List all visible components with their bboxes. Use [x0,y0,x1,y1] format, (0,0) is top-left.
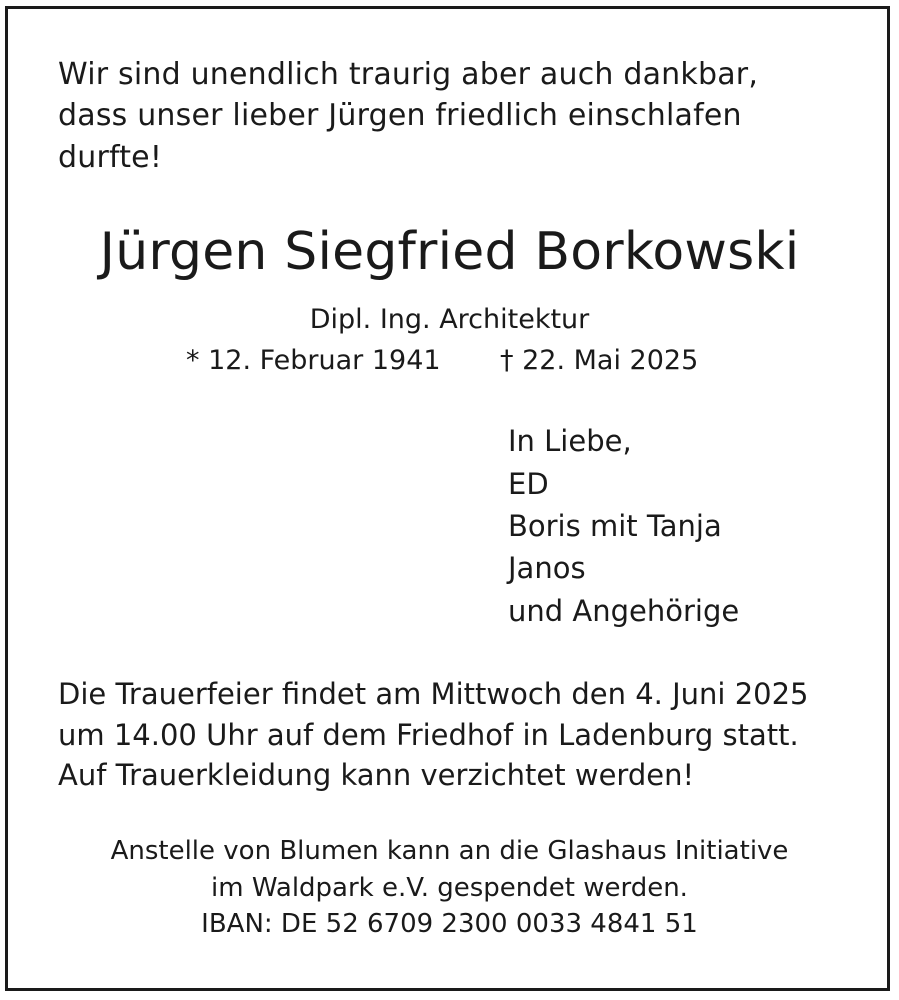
intro-line: Wir sind unendlich traurig aber auch dankbar, [58,57,759,92]
intro-line: dass unser lieber Jürgen friedlich einschlafen [58,98,742,133]
death-date: † 22. Mai 2025 [500,345,699,376]
ceremony-line: um 14.00 Uhr auf dem Friedhof in Ladenburg statt. [58,718,799,752]
signer-line: Boris mit Tanja [508,509,722,543]
ceremony-line: Die Trauerfeier findet am Mittwoch den 4. Juni 2025 [58,677,809,711]
signer-line: Janos [508,551,586,585]
signer-line: In Liebe, [508,424,632,458]
signer-line: ED [508,467,549,501]
intro-line: durfte! [58,140,163,175]
deceased-name: Jürgen Siegfried Borkowski [99,222,800,282]
signer-line: und Angehörige [508,594,740,628]
birth-date: * 12. Februar 1941 [186,345,441,376]
donation-line: Anstelle von Blumen kann an die Glashaus Initiative [110,836,789,866]
donation-line: im Waldpark e.V. gespendet werden. [211,873,688,903]
donation-iban: IBAN: DE 52 6709 2300 0033 4841 51 [201,909,698,939]
ceremony-line: Auf Trauerkleidung kann verzichtet werden! [58,758,695,792]
profession-title: Dipl. Ing. Architektur [309,304,590,335]
